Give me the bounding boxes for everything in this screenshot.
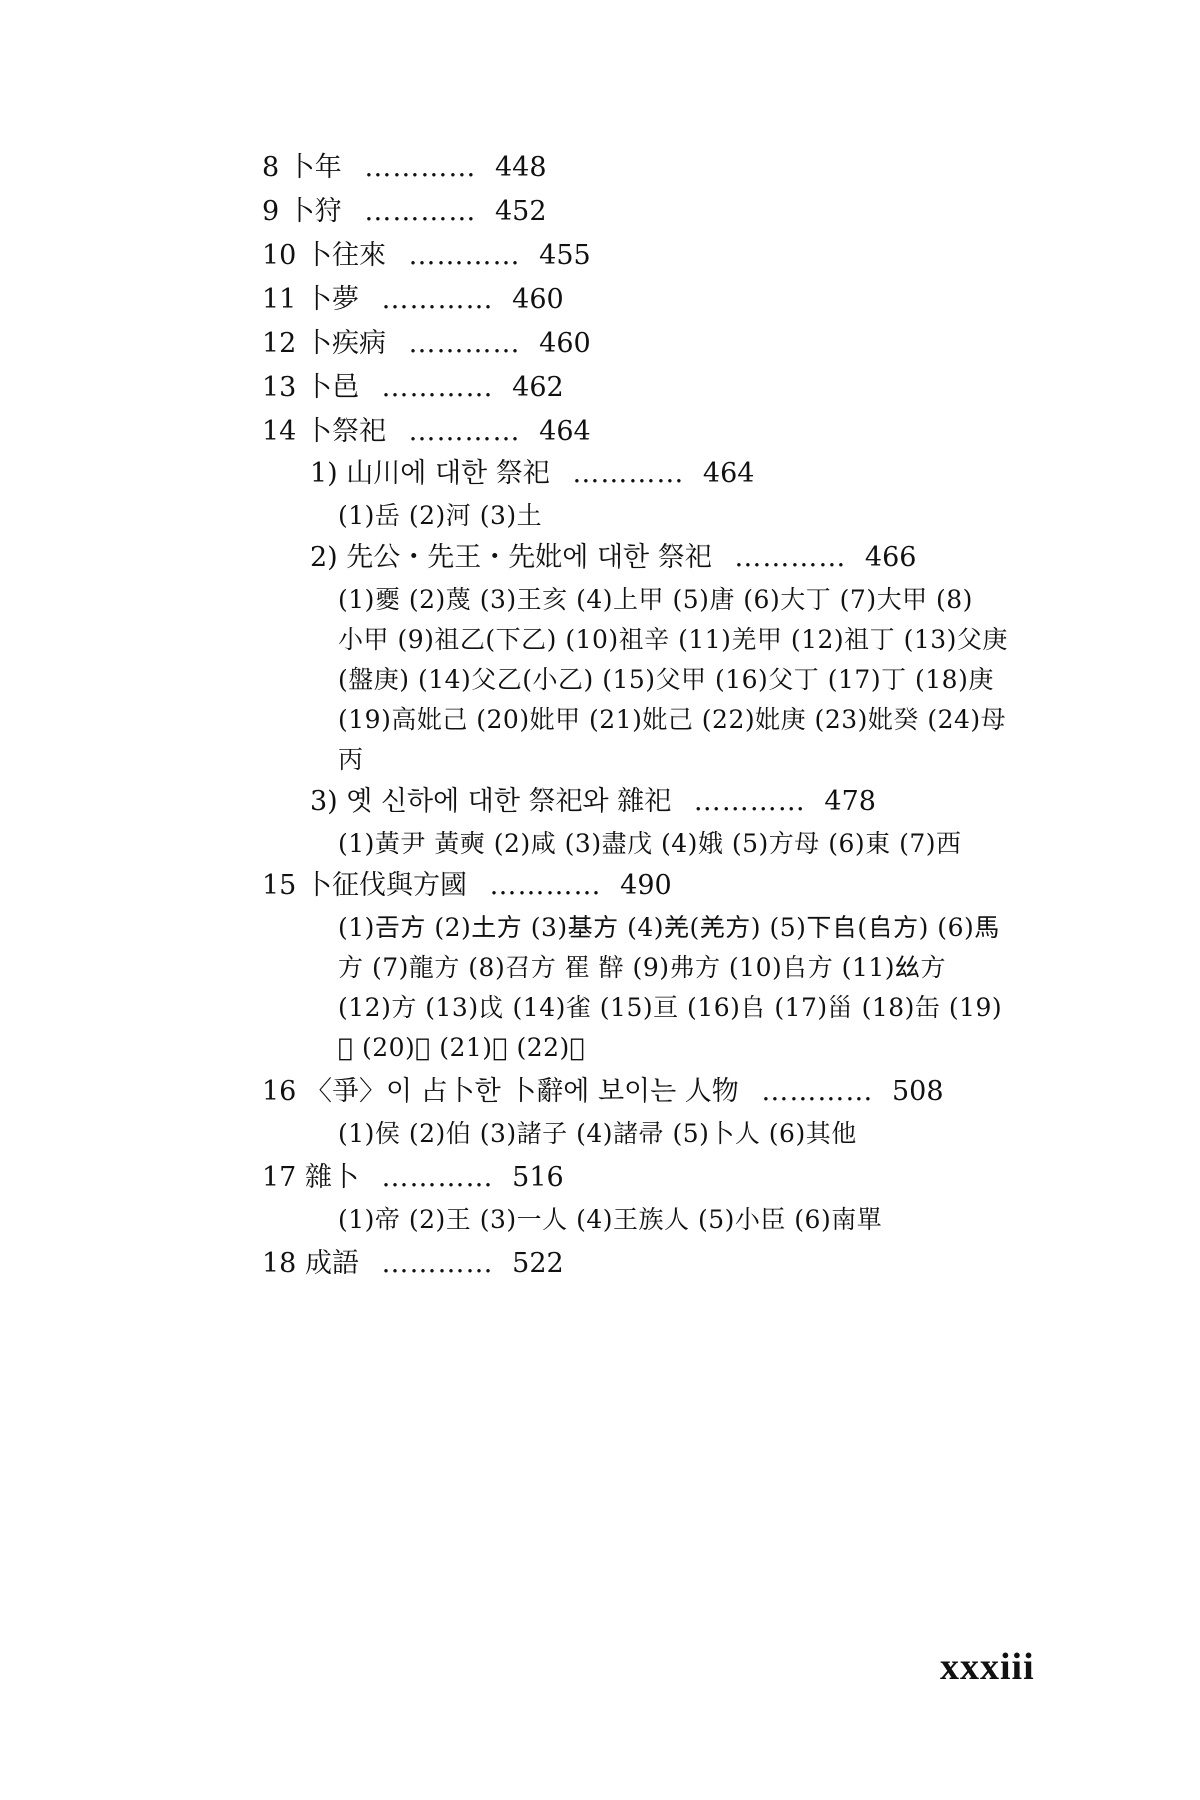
entry-number: 17	[262, 1162, 297, 1193]
leader-dots: …………	[693, 786, 806, 817]
entry-title: 卜祭祀	[304, 416, 386, 447]
subentry-items: (盤庚) (14)父乙(小乙) (15)父甲 (16)父丁 (17)丁 (18)庚	[338, 665, 994, 694]
entry-title: 成語	[304, 1248, 359, 1279]
toc-subentry	[310, 456, 754, 492]
toc-subentry	[310, 540, 916, 576]
entry-page: 516	[512, 1162, 564, 1193]
subentry-items: 丙	[338, 745, 364, 774]
entry-page: 460	[512, 284, 564, 315]
subentry-items: (12)方 (13)戉 (14)雀 (15)亘 (16)𠂤 (17)甾 (18)缶 (19)	[338, 993, 1003, 1022]
leader-dots: …………	[489, 870, 602, 901]
entry-number: 10	[262, 240, 297, 271]
subentry-items: (1)𢀛方 (2)土方 (3)基方 (4)羌(羌方) (5)下𠂤(𠂤方) (6)馬	[338, 913, 1000, 942]
entry-title: 卜邑	[304, 372, 359, 403]
entry-number: 11	[262, 284, 297, 315]
subentry-title: 1) 山川에 대한 祭祀	[310, 458, 550, 489]
entry-title: 卜夢	[304, 284, 359, 315]
toc-subentry	[310, 784, 876, 820]
subentry-items: (1)侯 (2)伯 (3)諸子 (4)諸帚 (5)卜人 (6)其他	[338, 1119, 857, 1148]
entry-title: 卜征伐與方國	[304, 870, 467, 901]
page-number: xxxiii	[940, 1646, 1035, 1688]
entry-number: 15	[262, 870, 297, 901]
toc-entry	[262, 282, 564, 318]
subentry-page: 478	[824, 786, 876, 817]
subentry-title: 2) 先公・先王・先妣에 대한 祭祀	[310, 542, 712, 573]
subentry-page: 466	[864, 542, 917, 573]
subentry-title: 3) 옛 신하에 대한 祭祀와 雜祀	[310, 786, 672, 817]
subentry-items: (1)夒 (2)蔑 (3)王亥 (4)上甲 (5)唐 (6)大丁 (7)大甲 (8)	[338, 585, 973, 614]
entry-page: 490	[620, 870, 672, 901]
entry-title: 卜狩	[287, 196, 342, 227]
leader-dots: …………	[381, 1248, 494, 1279]
entry-number: 8	[262, 152, 280, 183]
leader-dots: …………	[734, 542, 847, 573]
subentry-page: 464	[702, 458, 755, 489]
leader-dots: …………	[381, 372, 494, 403]
toc-entry	[262, 150, 547, 186]
entry-number: 16	[262, 1076, 297, 1107]
entry-number: 13	[262, 372, 297, 403]
leader-dots: …………	[381, 284, 494, 315]
subentry-items: (1)帝 (2)王 (3)一人 (4)王族人 (5)小臣 (6)南單	[338, 1205, 883, 1234]
entry-page: 448	[494, 152, 547, 183]
entry-page: 460	[539, 328, 591, 359]
leader-dots: …………	[364, 152, 477, 183]
subentry-items: (1)黃尹 黃奭 (2)咸 (3)盡戊 (4)娥 (5)方母 (6)東 (7)西	[338, 829, 962, 858]
entry-number: 18	[262, 1248, 297, 1279]
toc-entry	[262, 1246, 564, 1282]
leader-dots: …………	[381, 1162, 494, 1193]
subentry-items: 方 (7)龍方 (8)召方 䍜 辥 (9)弗方 (10)𠂤方 (11)𢆶方	[338, 953, 947, 982]
entry-page: 464	[539, 416, 591, 447]
entry-title: 〈爭〉이 占卜한 卜辭에 보이는 人物	[304, 1076, 739, 1107]
entry-title: 卜往來	[304, 240, 386, 271]
entry-number: 9	[262, 196, 280, 227]
entry-page: 462	[512, 372, 564, 403]
entry-page: 522	[512, 1248, 564, 1279]
entry-title: 卜年	[287, 152, 342, 183]
toc-entry	[262, 194, 547, 230]
leader-dots: …………	[761, 1076, 874, 1107]
leader-dots: …………	[408, 240, 521, 271]
toc-entry	[262, 414, 591, 450]
entry-page: 455	[539, 240, 591, 271]
subentry-items: (1)岳 (2)河 (3)土	[338, 501, 543, 530]
toc-entry	[262, 238, 591, 274]
entry-number: 14	[262, 416, 297, 447]
leader-dots: …………	[364, 196, 477, 227]
toc-entry	[262, 1160, 564, 1196]
toc-entry	[262, 370, 564, 406]
subentry-items: (19)高妣己 (20)妣甲 (21)妣己 (22)妣庚 (23)妣癸 (24)母	[338, 705, 1007, 734]
entry-title: 雜卜	[304, 1162, 359, 1193]
leader-dots: …………	[572, 458, 685, 489]
subentry-items: 𤞷 (20)戈 (21)東 (22)𦣻	[338, 1033, 586, 1062]
toc-entry	[262, 1074, 944, 1110]
subentry-items: 小甲 (9)祖乙(下乙) (10)祖辛 (11)羌甲 (12)祖丁 (13)父庚	[338, 625, 1008, 654]
entry-number: 12	[262, 328, 297, 359]
leader-dots: …………	[408, 328, 521, 359]
toc-entry	[262, 868, 672, 904]
entry-title: 卜疾病	[304, 328, 386, 359]
leader-dots: …………	[408, 416, 521, 447]
entry-page: 508	[891, 1076, 944, 1107]
entry-page: 452	[494, 196, 547, 227]
toc-entry	[262, 326, 591, 362]
